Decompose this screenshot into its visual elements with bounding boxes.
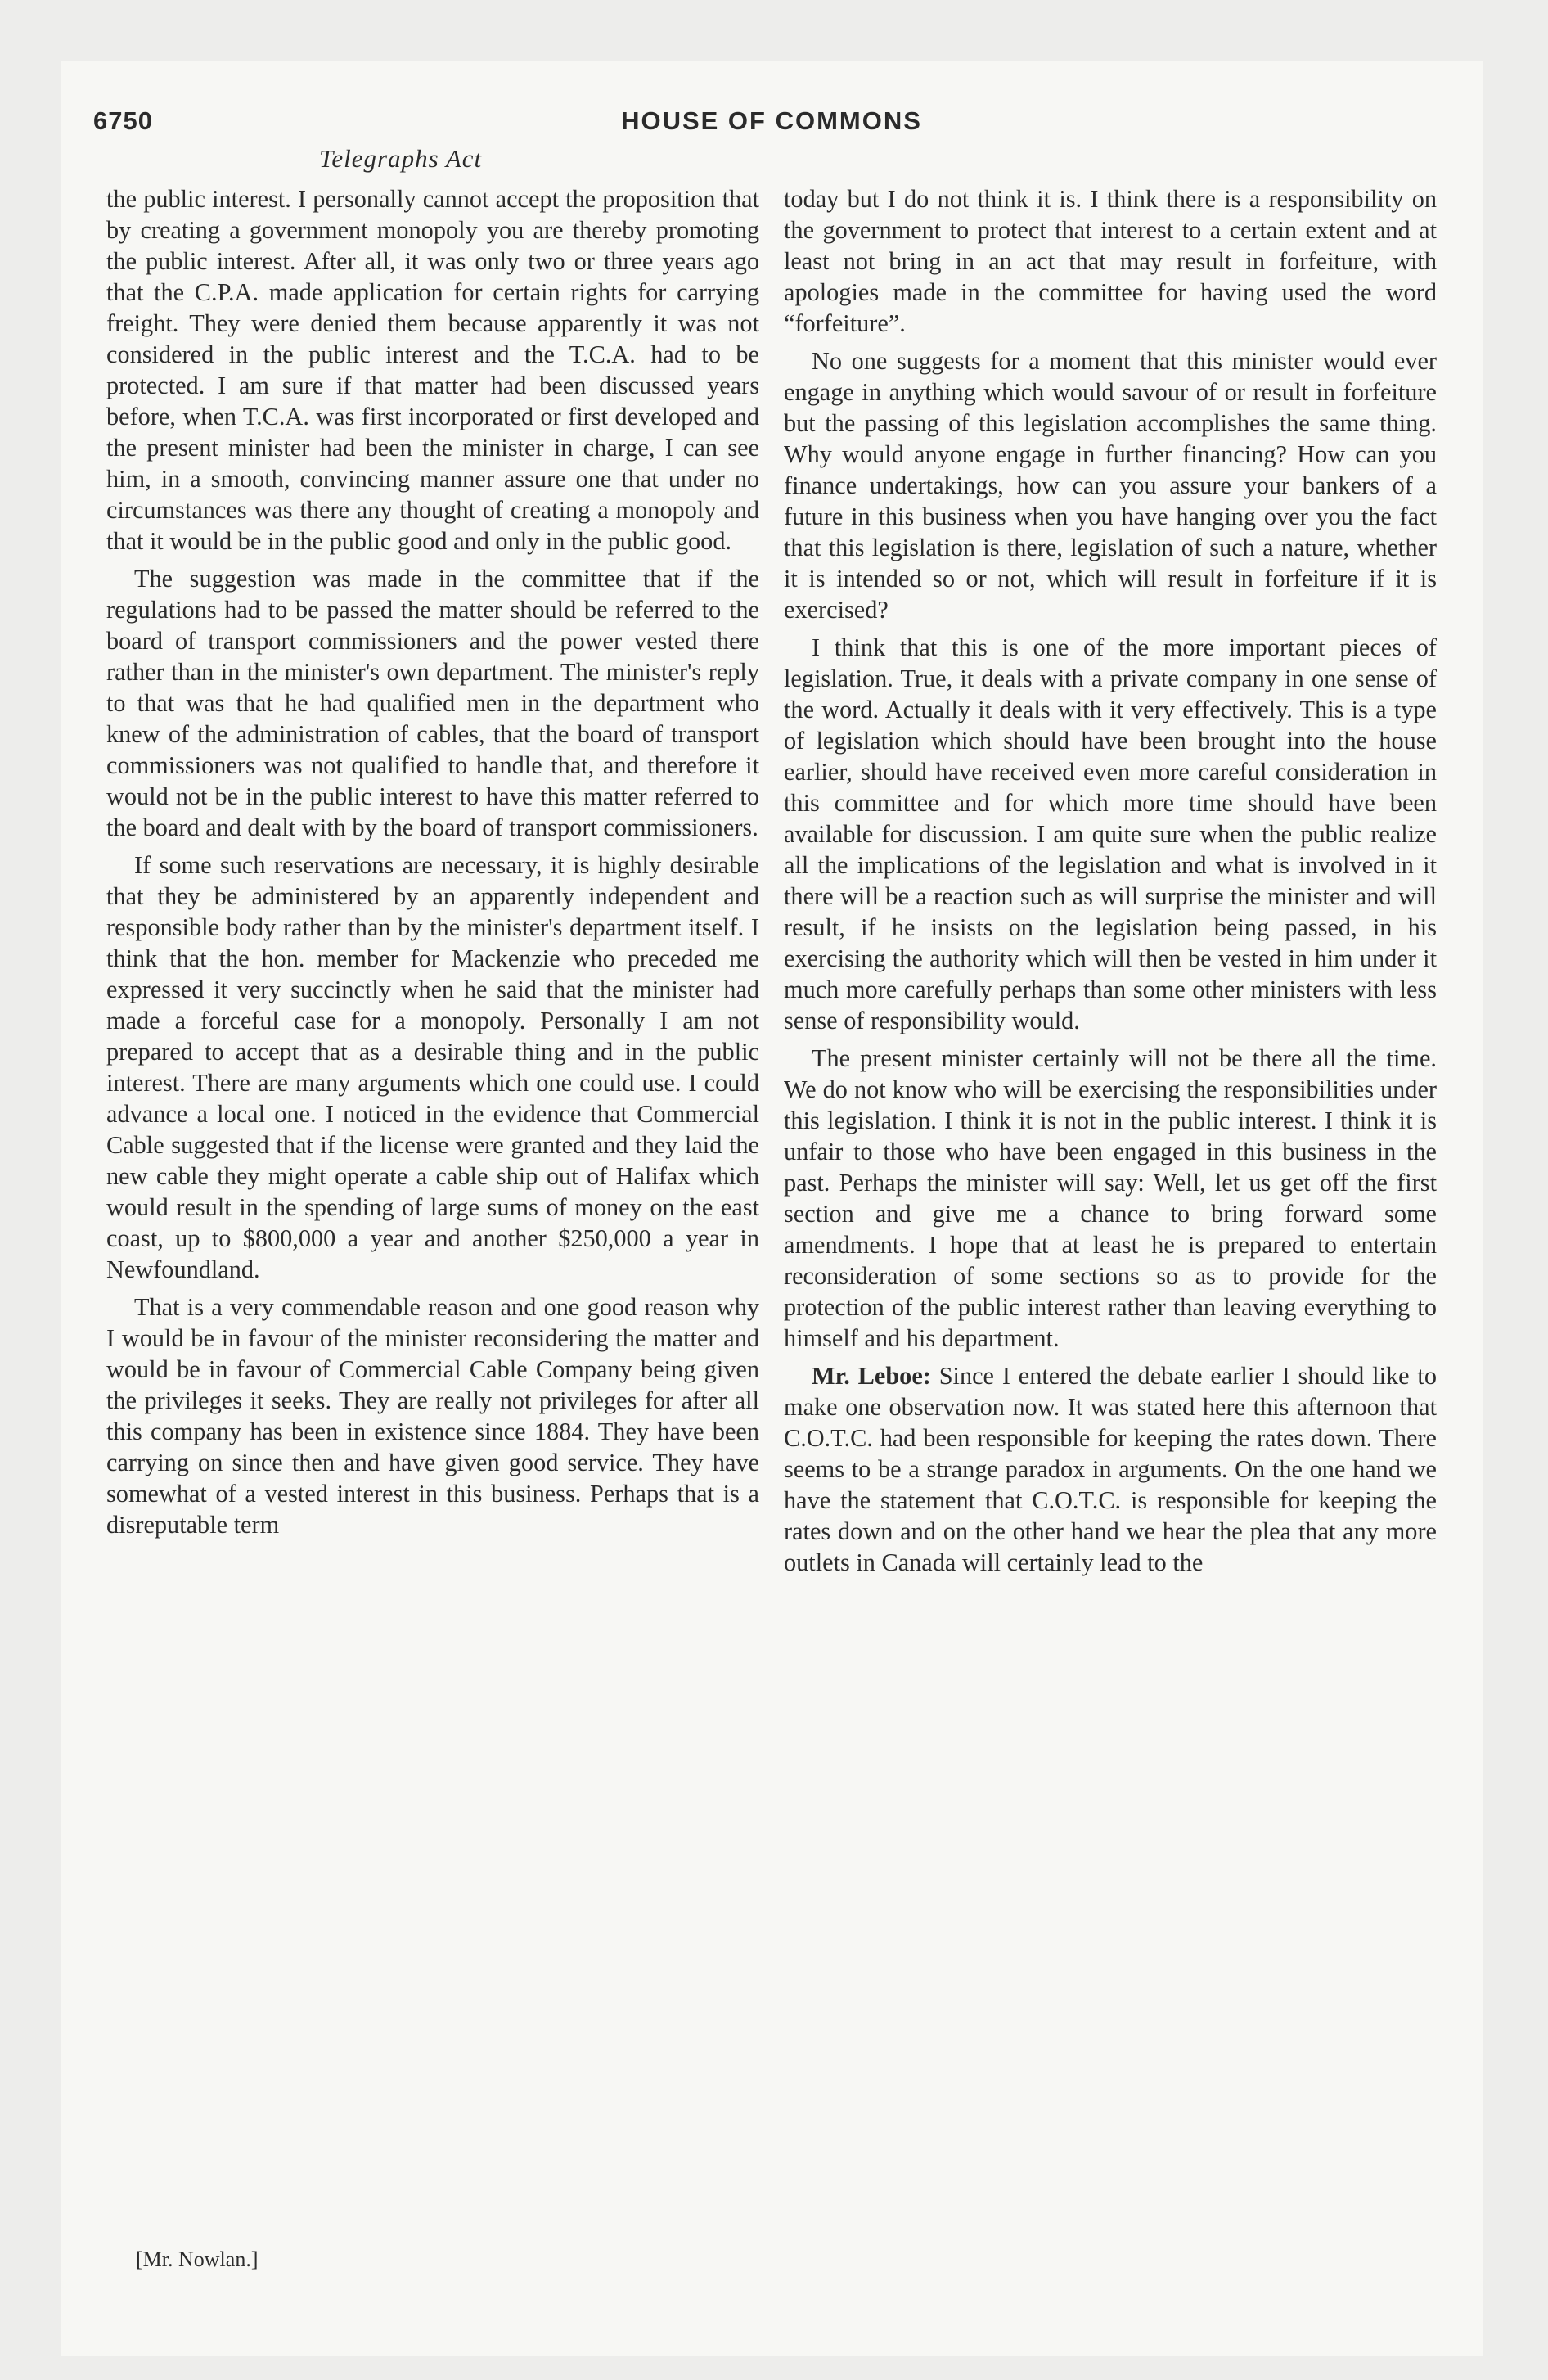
- speaker-name: Mr. Leboe:: [812, 1362, 931, 1390]
- right-column: [784, 183, 1437, 2262]
- paragraph: the public interest. I personally cannot accept the proposition that by creating a government monopoly you are thereby promoting the public interest. After all, it was only two or three years ago that the C.P.A. made application for certain rights for carrying freight. They were denied them because apparently it was not considered in the public interest and the T.C.A. had to be protected. I am sure if that matter had been discussed years before, when T.C.A. was first incorporated or first developed and the present minister had been the minister in charge, I can see him, in a smooth, convincing manner assure one that under no circumstances was there any thought of creating a monopoly and that it would be in the public good and only in the public good.: [106, 185, 759, 555]
- page-number: 6750: [93, 106, 153, 135]
- paragraph: If some such reservations are necessary, it is highly desirable that they be administered by an apparently independent and responsible body rather than by the minister's department itself. I think that the hon. member for Mackenzie who preceded me expressed it very succinctly when he said that the minister had made a forceful case for a monopoly. Personally I am not prepared to accept that as a desirable thing and in the public interest. There are many arguments which one could use. I could advance a local one. I noticed in the evidence that Commercial Cable suggested that if the license were granted and they laid the new cable they might operate a cable ship out of Halifax which would result in the spending of large sums of money on the east coast, up to $800,000 a year and another $250,000 a year in Newfoundland.: [106, 851, 759, 1283]
- document-page: [61, 61, 1483, 2356]
- publication-title: HOUSE OF COMMONS: [621, 106, 922, 135]
- paragraph: The present minister certainly will not be there all the time. We do not know who will be exercising the responsibilities under this legislation. I think it is not in the public interest. I think it is unfair to those who have been engaged in this business in the past. Perhaps the minister will say: Well, let us get off the first section and give me a chance to bring forward some amendments. I hope that at least he is prepared to entertain reconsideration of some sections so as to provide for the protection of the public interest rather than leaving everything to himself and his department.: [784, 1044, 1437, 1352]
- speech-paragraph: [784, 1360, 1437, 1578]
- speaker-attribution: [Mr. Nowlan.]: [136, 2247, 259, 2271]
- paragraph: That is a very commendable reason and one good reason why I would be in favour of the minister reconsidering the matter and would be in favour of Commercial Cable Company being given the privileges it seeks. They are really not privileges for after all this company has been in existence since 1884. They have been carrying on since then and have given good service. They have somewhat of a vested interest in this business. Perhaps that is a disreputable term: [106, 1293, 759, 1539]
- page-header: [93, 106, 1450, 147]
- paragraph: The suggestion was made in the committee that if the regulations had to be passed the matter should be referred to the board of transport commissioners and the power vested there rather than in the minister's own department. The minister's reply to that was that he had qualified men in the department who knew of the administration of cables, that the board of transport commissioners was not qualified to handle that, and therefore it would not be in the public interest to have this matter referred to the board and dealt with by the board of transport commissioners.: [106, 565, 759, 841]
- speech-text: Since I entered the debate earlier I should like to make one observation now. It was stated here this afternoon that C.O.T.C. had been responsible for keeping the rates down. There seems to be a strange paradox in arguments. On the one hand we have the statement that C.O.T.C. is responsible for keeping the rates down and on the other hand we hear the plea that any more outlets in Canada will certainly lead to the: [784, 1362, 1437, 1576]
- section-title: Telegraphs Act: [319, 144, 483, 173]
- paragraph: No one suggests for a moment that this minister would ever engage in anything which would savour of or result in forfeiture but the passing of this legislation accomplishes the same thing. Why would anyone engage in further financing? How can you finance undertakings, how can you assure your bankers of a future in this business when you have hanging over you the fact that this legislation is there, legislation of such a nature, whether it is intended so or not, which will result in forfeiture if it is exercised?: [784, 347, 1437, 624]
- left-column: [106, 183, 759, 2262]
- paragraph: I think that this is one of the more important pieces of legislation. True, it deals with a private company in one sense of the word. Actually it deals with it very effectively. This is a type of legislation which should have been brought into the house earlier, should have received even more careful consideration in this committee and for which more time should have been available for discussion. I am quite sure when the public realize all the implications of the legislation and what is involved in it there will be a reaction such as will surprise the minister and will result, if he insists on the legislation being passed, in his exercising the authority which will then be vested in him under it much more carefully perhaps than some other ministers with less sense of responsibility would.: [784, 633, 1437, 1034]
- paragraph: today but I do not think it is. I think there is a responsibility on the government to protect that interest to a certain extent and at least not bring in an act that may result in forfeiture, with apologies made in the committee for having used the word “forfeiture”.: [784, 185, 1437, 337]
